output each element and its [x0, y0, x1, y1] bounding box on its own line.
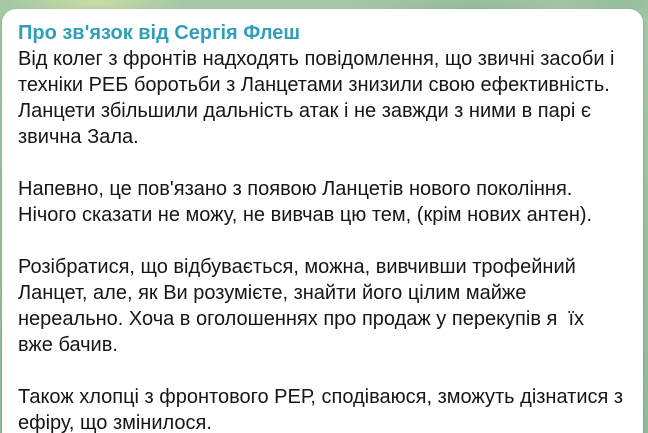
message-line: техніки РЕБ боротьби з Ланцетами знизили свою ефективність. [18, 74, 610, 96]
message-line: Нічого сказати не можу, не вивчав цю тем, (крім нових антен). [18, 204, 593, 226]
message-line: Від колег з фронтів надходять повідомлення, що звичні засоби і [18, 48, 615, 70]
message-text [18, 46, 627, 433]
message-line: Розібратися, що відбувається, можна, вивчивши трофейний [18, 256, 576, 278]
message-line: нереально. Хоча в оголошеннях про продаж у перекупів я їх [18, 308, 584, 330]
message-line: вже бачив. [18, 334, 118, 356]
message-line: Ланцет, але, як Ви розумієте, знайти його цілим майже [18, 282, 527, 304]
message-paragraph [18, 176, 627, 228]
message-line: звична Зала. [18, 126, 139, 148]
message-bubble[interactable] [2, 9, 643, 433]
channel-name[interactable]: Про зв'язок від Сергія Флеш [18, 22, 301, 44]
message-line: Напевно, це пов'язано з появою Ланцетів нового покоління. [18, 178, 573, 200]
message-paragraph [18, 384, 627, 433]
message-line: Також хлопці з фронтового РЕР, сподіваюся, зможуть дізнатися з [18, 386, 624, 408]
message-line: ефіру, що змінилося. [18, 412, 212, 433]
message-line: Ланцети збільшили дальність атак і не завжди з ними в парі є [18, 100, 592, 122]
message-paragraph [18, 46, 627, 150]
message-paragraph [18, 254, 627, 358]
